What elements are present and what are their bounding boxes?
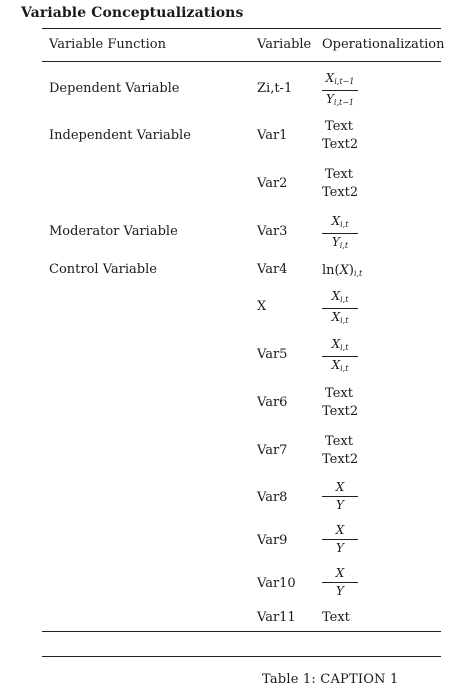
fraction-numerator — [322, 566, 358, 581]
ln-variable: X — [339, 263, 349, 278]
row-operationalization-fraction — [322, 214, 358, 253]
bottom-rule — [42, 631, 441, 632]
ln-close: ) — [348, 263, 354, 278]
row-variable: Var8 — [257, 490, 288, 505]
numerator-symbol: X — [335, 566, 345, 580]
fraction-denominator — [322, 310, 358, 328]
row-operationalization-fraction — [322, 71, 358, 110]
numerator-symbol: X — [331, 337, 341, 351]
denominator-symbol: X — [331, 310, 341, 324]
denominator-symbol: Y — [331, 235, 340, 249]
row-function: Moderator Variable — [49, 224, 178, 239]
denominator-symbol: Y — [325, 92, 334, 106]
row-operationalization-line1: Text — [325, 119, 353, 134]
row-operationalization-fraction — [322, 523, 358, 556]
footnote-rule — [42, 656, 441, 657]
row-operationalization-fraction — [322, 480, 358, 513]
fraction-numerator — [322, 71, 358, 89]
row-operationalization-line2: Text2 — [322, 404, 359, 419]
ln-prefix: ln( — [322, 263, 340, 278]
denominator-symbol: X — [331, 358, 341, 372]
fraction-denominator — [322, 584, 358, 599]
numerator-symbol: X — [331, 214, 341, 228]
row-variable: Var4 — [257, 262, 288, 277]
numerator-symbol: X — [335, 480, 345, 494]
row-variable: Var6 — [257, 395, 288, 410]
row-operationalization-line2: Text2 — [322, 185, 359, 200]
row-operationalization-ln — [322, 263, 362, 278]
row-operationalization-fraction — [322, 289, 358, 328]
row-variable: Var11 — [257, 610, 296, 625]
row-variable: Var9 — [257, 533, 288, 548]
row-variable: Var1 — [257, 128, 288, 143]
row-variable: Zi,t-1 — [257, 81, 293, 96]
fraction-denominator — [322, 541, 358, 556]
denominator-subscript: i,t — [340, 364, 349, 373]
header-rule — [42, 61, 441, 62]
fraction-numerator — [322, 289, 358, 307]
numerator-symbol: X — [325, 71, 335, 85]
numerator-symbol: X — [331, 289, 341, 303]
fraction-bar — [322, 308, 358, 309]
fraction-bar — [322, 90, 358, 91]
denominator-symbol: Y — [336, 541, 344, 555]
row-variable: X — [257, 299, 267, 314]
row-variable: Var3 — [257, 224, 288, 239]
fraction-bar — [322, 496, 358, 497]
row-operationalization-line2: Text2 — [322, 137, 359, 152]
numerator-subscript: i,t — [340, 295, 349, 304]
row-variable: Var10 — [257, 576, 296, 591]
fraction-bar — [322, 356, 358, 357]
header-variable: Variable — [257, 37, 312, 52]
row-function: Dependent Variable — [49, 81, 180, 96]
row-variable: Var5 — [257, 347, 288, 362]
row-operationalization-fraction — [322, 566, 358, 599]
row-operationalization-line2: Text2 — [322, 452, 359, 467]
denominator-symbol: Y — [336, 498, 344, 512]
row-operationalization-line1: Text — [325, 167, 353, 182]
top-rule — [42, 28, 441, 29]
row-operationalization-line1: Text — [325, 386, 353, 401]
header-operationalization: Operationalization — [322, 37, 445, 52]
numerator-symbol: X — [335, 523, 345, 537]
fraction-denominator — [322, 235, 358, 253]
table-title: Variable Conceptualizations — [21, 5, 244, 21]
numerator-subscript: i,t−1 — [334, 77, 355, 86]
fraction-numerator — [322, 337, 358, 355]
row-operationalization-line1: Text — [325, 434, 353, 449]
denominator-subscript: i,t — [340, 316, 349, 325]
fraction-numerator — [322, 214, 358, 232]
header-function: Variable Function — [49, 37, 166, 52]
row-operationalization-fraction — [322, 337, 358, 376]
fraction-bar — [322, 233, 358, 234]
denominator-symbol: Y — [336, 584, 344, 598]
row-function: Control Variable — [49, 262, 157, 277]
fraction-numerator — [322, 523, 358, 538]
row-variable: Var7 — [257, 443, 288, 458]
fraction-denominator — [322, 92, 358, 110]
fraction-denominator — [322, 498, 358, 513]
row-variable: Var2 — [257, 176, 288, 191]
numerator-subscript: i,t — [340, 220, 349, 229]
table-caption: Table 1: CAPTION 1 — [262, 672, 399, 687]
fraction-bar — [322, 539, 358, 540]
fraction-numerator — [322, 480, 358, 495]
numerator-subscript: i,t — [340, 343, 349, 352]
ln-subscript: i,t — [353, 269, 363, 278]
fraction-bar — [322, 582, 358, 583]
row-function: Independent Variable — [49, 128, 191, 143]
row-operationalization-text: Text — [322, 610, 350, 625]
fraction-denominator — [322, 358, 358, 376]
denominator-subscript: i,t — [339, 241, 349, 250]
denominator-subscript: i,t−1 — [333, 98, 355, 107]
